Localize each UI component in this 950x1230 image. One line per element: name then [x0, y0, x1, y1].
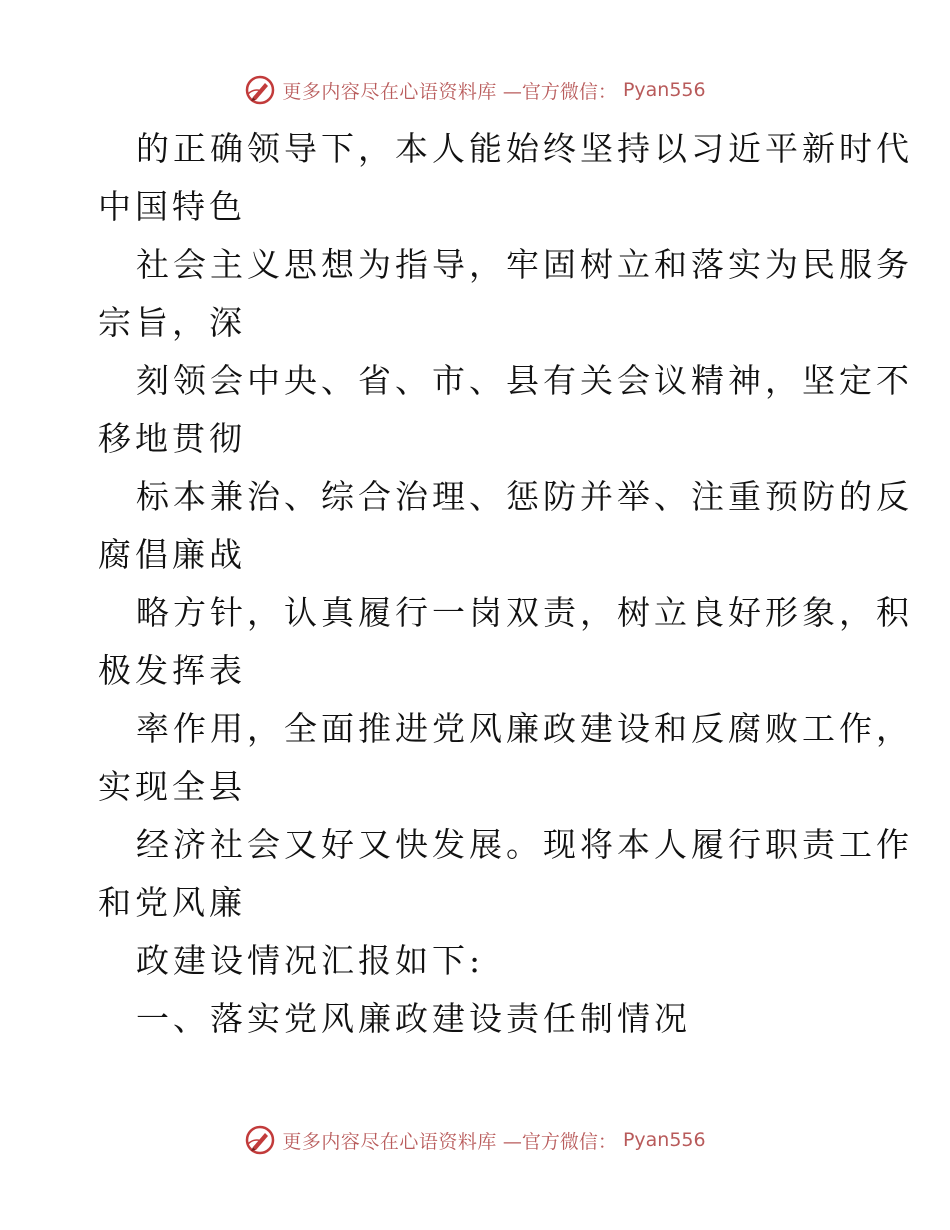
body-line: 标本兼治、综合治理、惩防并举、注重预防的反	[136, 477, 913, 516]
watermark-text: 更多内容尽在心语资料库	[282, 1130, 497, 1153]
body-line: 经济社会又好又快发展。现将本人履行职责工作	[136, 825, 913, 864]
body-line: 腐倡廉战	[98, 535, 246, 574]
watermark-text: 更多内容尽在心语资料库	[282, 80, 497, 103]
body-line: 宗旨，深	[98, 303, 246, 342]
pen-logo-icon	[244, 74, 276, 106]
body-line: 略方针，认真履行一岗双责，树立良好形象，积	[136, 593, 913, 632]
body-line: 社会主义思想为指导，牢固树立和落实为民服务	[136, 245, 913, 284]
body-line: 极发挥表	[98, 651, 246, 690]
body-line: 的正确领导下，本人能始终坚持以习近平新时代	[136, 129, 913, 168]
header-watermark	[0, 72, 950, 108]
body-line: 实现全县	[98, 767, 246, 806]
body-line: 移地贯彻	[98, 419, 246, 458]
document-body	[98, 120, 913, 1048]
watermark-separator: —官方微信：	[502, 80, 617, 103]
body-line: 政建设情况汇报如下:	[136, 941, 485, 980]
pen-logo-icon	[244, 1124, 276, 1156]
body-line: 率作用，全面推进党风廉政建设和反腐败工作，	[136, 709, 913, 748]
body-line: 和党风廉	[98, 883, 246, 922]
watermark-wechat-id: Pyan556	[622, 79, 706, 101]
section-heading: 一、落实党风廉政建设责任制情况	[136, 999, 691, 1038]
footer-watermark	[0, 1122, 950, 1158]
body-line: 中国特色	[98, 187, 246, 226]
body-line: 刻领会中央、省、市、县有关会议精神，坚定不	[136, 361, 913, 400]
watermark-wechat-id: Pyan556	[622, 1129, 706, 1151]
watermark-separator: —官方微信：	[502, 1130, 617, 1153]
